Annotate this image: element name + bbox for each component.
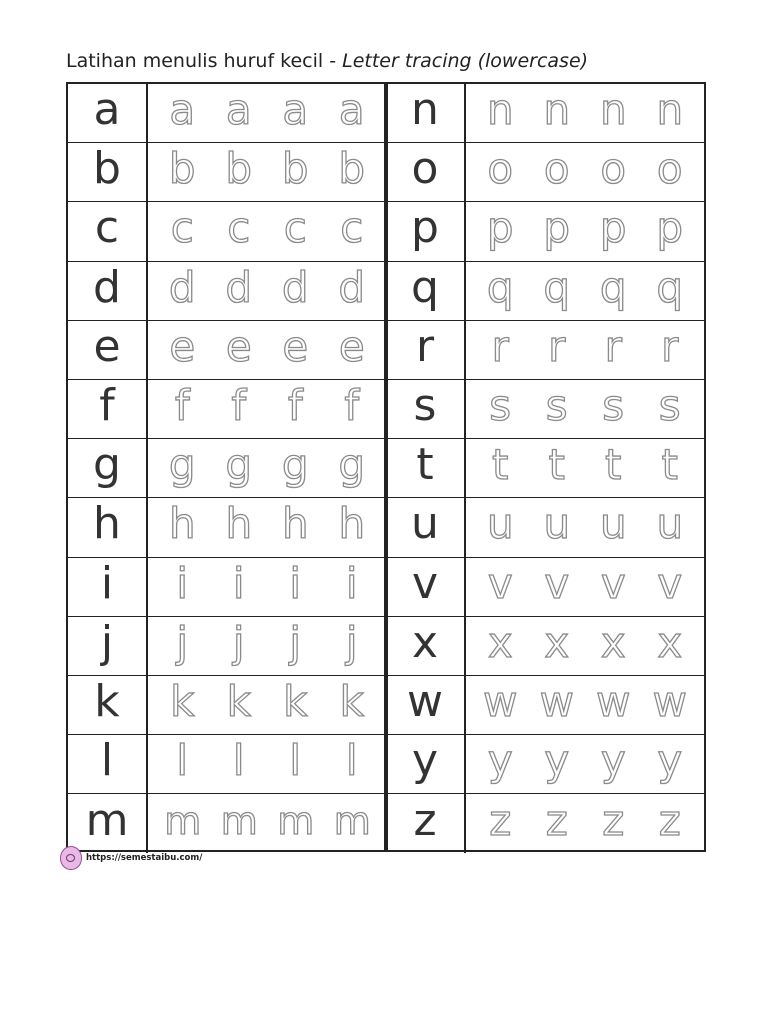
tracing-letter: x bbox=[600, 617, 626, 667]
tracing-letter: z bbox=[489, 795, 512, 845]
model-letter: b bbox=[68, 143, 148, 201]
letter-row-k bbox=[68, 676, 386, 735]
tracing-letter: g bbox=[168, 440, 196, 490]
trace-cell bbox=[466, 676, 704, 734]
tracing-letter: r bbox=[604, 321, 622, 371]
tracing-letter: n bbox=[599, 85, 627, 135]
model-letter: c bbox=[68, 202, 148, 260]
model-letter: d bbox=[68, 262, 148, 320]
tracing-letter: o bbox=[656, 144, 683, 194]
model-letter: h bbox=[68, 498, 148, 556]
model-letter: a bbox=[68, 84, 148, 142]
trace-cell bbox=[148, 735, 386, 793]
title-prefix: Latihan menulis huruf kecil - bbox=[66, 50, 343, 72]
tracing-letter: c bbox=[170, 203, 194, 253]
letter-row-m bbox=[68, 794, 386, 853]
model-letter: x bbox=[386, 617, 466, 675]
letter-row-c bbox=[68, 202, 386, 261]
left-column-table bbox=[66, 82, 388, 852]
trace-cell bbox=[466, 735, 704, 793]
tracing-letter: j bbox=[232, 617, 245, 667]
tracing-letter: z bbox=[545, 795, 568, 845]
tracing-letter: p bbox=[486, 203, 514, 253]
tracing-letter: u bbox=[486, 499, 514, 549]
tracing-letter: k bbox=[170, 676, 195, 726]
tracing-letter: t bbox=[492, 440, 509, 490]
model-letter: i bbox=[68, 558, 148, 616]
tracing-letter: q bbox=[656, 262, 684, 312]
letter-row-r bbox=[386, 321, 704, 380]
trace-cell bbox=[148, 262, 386, 320]
tracing-letter: f bbox=[174, 381, 190, 431]
footer-url: https://semestaibu.com/ bbox=[86, 853, 203, 863]
model-letter: l bbox=[68, 735, 148, 793]
tracing-letter: e bbox=[225, 321, 252, 371]
tracing-letter: i bbox=[232, 558, 245, 608]
tracing-letter: c bbox=[227, 203, 251, 253]
tracing-letter: v bbox=[657, 558, 683, 608]
tracing-letter: a bbox=[169, 85, 196, 135]
tracing-letter: l bbox=[289, 736, 302, 786]
trace-cell bbox=[466, 498, 704, 556]
tracing-letter: a bbox=[338, 85, 365, 135]
letter-row-a bbox=[68, 84, 386, 143]
tracing-letter: p bbox=[599, 203, 627, 253]
tracing-letter: s bbox=[545, 381, 568, 431]
letter-row-g bbox=[68, 439, 386, 498]
tracing-letter: y bbox=[657, 736, 683, 786]
trace-cell bbox=[148, 676, 386, 734]
letter-row-w bbox=[386, 676, 704, 735]
tracing-letter: s bbox=[658, 381, 681, 431]
trace-cell bbox=[148, 202, 386, 260]
model-letter: n bbox=[386, 84, 466, 142]
letter-row-e bbox=[68, 321, 386, 380]
letter-row-n bbox=[386, 84, 704, 143]
letter-row-u bbox=[386, 498, 704, 557]
tracing-letter: f bbox=[344, 381, 360, 431]
tracing-letter: j bbox=[176, 617, 189, 667]
letter-row-z bbox=[386, 794, 704, 853]
letter-row-s bbox=[386, 380, 704, 439]
tracing-letter: m bbox=[277, 798, 314, 843]
model-letter: z bbox=[386, 794, 466, 853]
trace-cell bbox=[466, 202, 704, 260]
trace-cell bbox=[148, 498, 386, 556]
trace-cell bbox=[466, 84, 704, 142]
tracing-letter: t bbox=[605, 440, 622, 490]
tracing-letter: o bbox=[600, 144, 627, 194]
tracing-letter: u bbox=[656, 499, 684, 549]
tracing-letter: n bbox=[543, 85, 571, 135]
tracing-letter: w bbox=[539, 676, 574, 726]
tracing-letter: i bbox=[289, 558, 302, 608]
tracing-letter: b bbox=[168, 144, 196, 194]
model-letter: s bbox=[386, 380, 466, 438]
model-letter: g bbox=[68, 439, 148, 497]
letter-row-d bbox=[68, 262, 386, 321]
tracing-letter: g bbox=[338, 440, 366, 490]
model-letter: r bbox=[386, 321, 466, 379]
letter-row-o bbox=[386, 143, 704, 202]
tracing-letter: q bbox=[486, 262, 514, 312]
tracing-letter: z bbox=[602, 795, 625, 845]
tracing-letter: w bbox=[596, 676, 631, 726]
tracing-letter: b bbox=[225, 144, 253, 194]
tracing-letter: h bbox=[225, 499, 253, 549]
model-letter: o bbox=[386, 143, 466, 201]
tracing-letter: x bbox=[544, 617, 570, 667]
tracing-letter: h bbox=[281, 499, 309, 549]
model-letter: p bbox=[386, 202, 466, 260]
trace-cell bbox=[466, 439, 704, 497]
letter-row-v bbox=[386, 558, 704, 617]
tracing-letter: a bbox=[282, 85, 309, 135]
trace-cell bbox=[148, 321, 386, 379]
tracing-letter: o bbox=[543, 144, 570, 194]
trace-cell bbox=[466, 143, 704, 201]
trace-cell bbox=[466, 380, 704, 438]
trace-cell bbox=[148, 794, 386, 853]
footer bbox=[60, 846, 202, 870]
tracing-letter: g bbox=[225, 440, 253, 490]
tracing-letter: e bbox=[282, 321, 309, 371]
tracing-letter: b bbox=[338, 144, 366, 194]
tracing-letter: t bbox=[661, 440, 678, 490]
tracing-letter: q bbox=[543, 262, 571, 312]
letter-row-b bbox=[68, 143, 386, 202]
tracing-letter: f bbox=[231, 381, 247, 431]
tracing-letter: r bbox=[548, 321, 566, 371]
tracing-letter: w bbox=[483, 676, 518, 726]
tracing-letter: c bbox=[283, 203, 307, 253]
trace-cell bbox=[466, 794, 704, 853]
trace-cell bbox=[148, 617, 386, 675]
trace-cell bbox=[148, 143, 386, 201]
letter-row-l bbox=[68, 735, 386, 794]
tracing-letter: d bbox=[338, 262, 366, 312]
model-letter: v bbox=[386, 558, 466, 616]
tracing-letter: v bbox=[487, 558, 513, 608]
tracing-letter: l bbox=[176, 736, 189, 786]
model-letter: t bbox=[386, 439, 466, 497]
tracing-letter: k bbox=[226, 676, 251, 726]
trace-cell bbox=[466, 617, 704, 675]
trace-cell bbox=[466, 262, 704, 320]
tracing-letter: u bbox=[543, 499, 571, 549]
semestaibu-logo-icon bbox=[60, 846, 82, 870]
tracing-letter: b bbox=[281, 144, 309, 194]
tracing-letter: v bbox=[544, 558, 570, 608]
page-title bbox=[66, 50, 588, 72]
trace-cell bbox=[466, 558, 704, 616]
tracing-letter: a bbox=[225, 85, 252, 135]
tracing-letter: k bbox=[283, 676, 308, 726]
tracing-letter: y bbox=[600, 736, 626, 786]
tracing-letter: s bbox=[489, 381, 512, 431]
tracing-letter: m bbox=[220, 798, 257, 843]
tracing-letter: h bbox=[338, 499, 366, 549]
right-column-table bbox=[384, 82, 706, 852]
letter-row-p bbox=[386, 202, 704, 261]
tracing-letter: m bbox=[164, 798, 201, 843]
tracing-letter: d bbox=[225, 262, 253, 312]
tracing-table bbox=[66, 82, 706, 852]
trace-cell bbox=[148, 558, 386, 616]
tracing-letter: j bbox=[345, 617, 358, 667]
tracing-letter: r bbox=[491, 321, 509, 371]
tracing-letter: c bbox=[340, 203, 364, 253]
tracing-letter: h bbox=[168, 499, 196, 549]
trace-cell bbox=[148, 380, 386, 438]
trace-cell bbox=[148, 84, 386, 142]
model-letter: j bbox=[68, 617, 148, 675]
tracing-letter: x bbox=[487, 617, 513, 667]
tracing-letter: d bbox=[281, 262, 309, 312]
letter-row-h bbox=[68, 498, 386, 557]
model-letter: e bbox=[68, 321, 148, 379]
tracing-letter: k bbox=[339, 676, 364, 726]
tracing-letter: p bbox=[656, 203, 684, 253]
tracing-letter: x bbox=[657, 617, 683, 667]
tracing-letter: y bbox=[487, 736, 513, 786]
tracing-letter: p bbox=[543, 203, 571, 253]
letter-row-t bbox=[386, 439, 704, 498]
tracing-letter: d bbox=[168, 262, 196, 312]
model-letter: u bbox=[386, 498, 466, 556]
tracing-letter: t bbox=[548, 440, 565, 490]
tracing-letter: q bbox=[599, 262, 627, 312]
letter-row-x bbox=[386, 617, 704, 676]
letter-row-i bbox=[68, 558, 386, 617]
tracing-letter: i bbox=[345, 558, 358, 608]
tracing-letter: m bbox=[333, 798, 370, 843]
model-letter: m bbox=[68, 794, 148, 853]
letter-row-q bbox=[386, 262, 704, 321]
tracing-letter: w bbox=[652, 676, 687, 726]
letter-row-j bbox=[68, 617, 386, 676]
tracing-letter: j bbox=[289, 617, 302, 667]
tracing-letter: y bbox=[544, 736, 570, 786]
tracing-letter: e bbox=[338, 321, 365, 371]
tracing-letter: o bbox=[487, 144, 514, 194]
tracing-letter: l bbox=[232, 736, 245, 786]
tracing-letter: z bbox=[658, 795, 681, 845]
model-letter: w bbox=[386, 676, 466, 734]
tracing-letter: l bbox=[345, 736, 358, 786]
title-italic: Letter tracing (lowercase) bbox=[342, 50, 589, 72]
tracing-letter: n bbox=[486, 85, 514, 135]
trace-cell bbox=[148, 439, 386, 497]
tracing-letter: v bbox=[600, 558, 626, 608]
letter-row-y bbox=[386, 735, 704, 794]
trace-cell bbox=[466, 321, 704, 379]
tracing-letter: n bbox=[656, 85, 684, 135]
tracing-letter: u bbox=[599, 499, 627, 549]
tracing-letter: f bbox=[287, 381, 303, 431]
model-letter: y bbox=[386, 735, 466, 793]
tracing-letter: s bbox=[602, 381, 625, 431]
tracing-letter: i bbox=[176, 558, 189, 608]
model-letter: f bbox=[68, 380, 148, 438]
letter-row-f bbox=[68, 380, 386, 439]
tracing-letter: e bbox=[169, 321, 196, 371]
model-letter: k bbox=[68, 676, 148, 734]
model-letter: q bbox=[386, 262, 466, 320]
tracing-letter: r bbox=[661, 321, 679, 371]
tracing-letter: g bbox=[281, 440, 309, 490]
